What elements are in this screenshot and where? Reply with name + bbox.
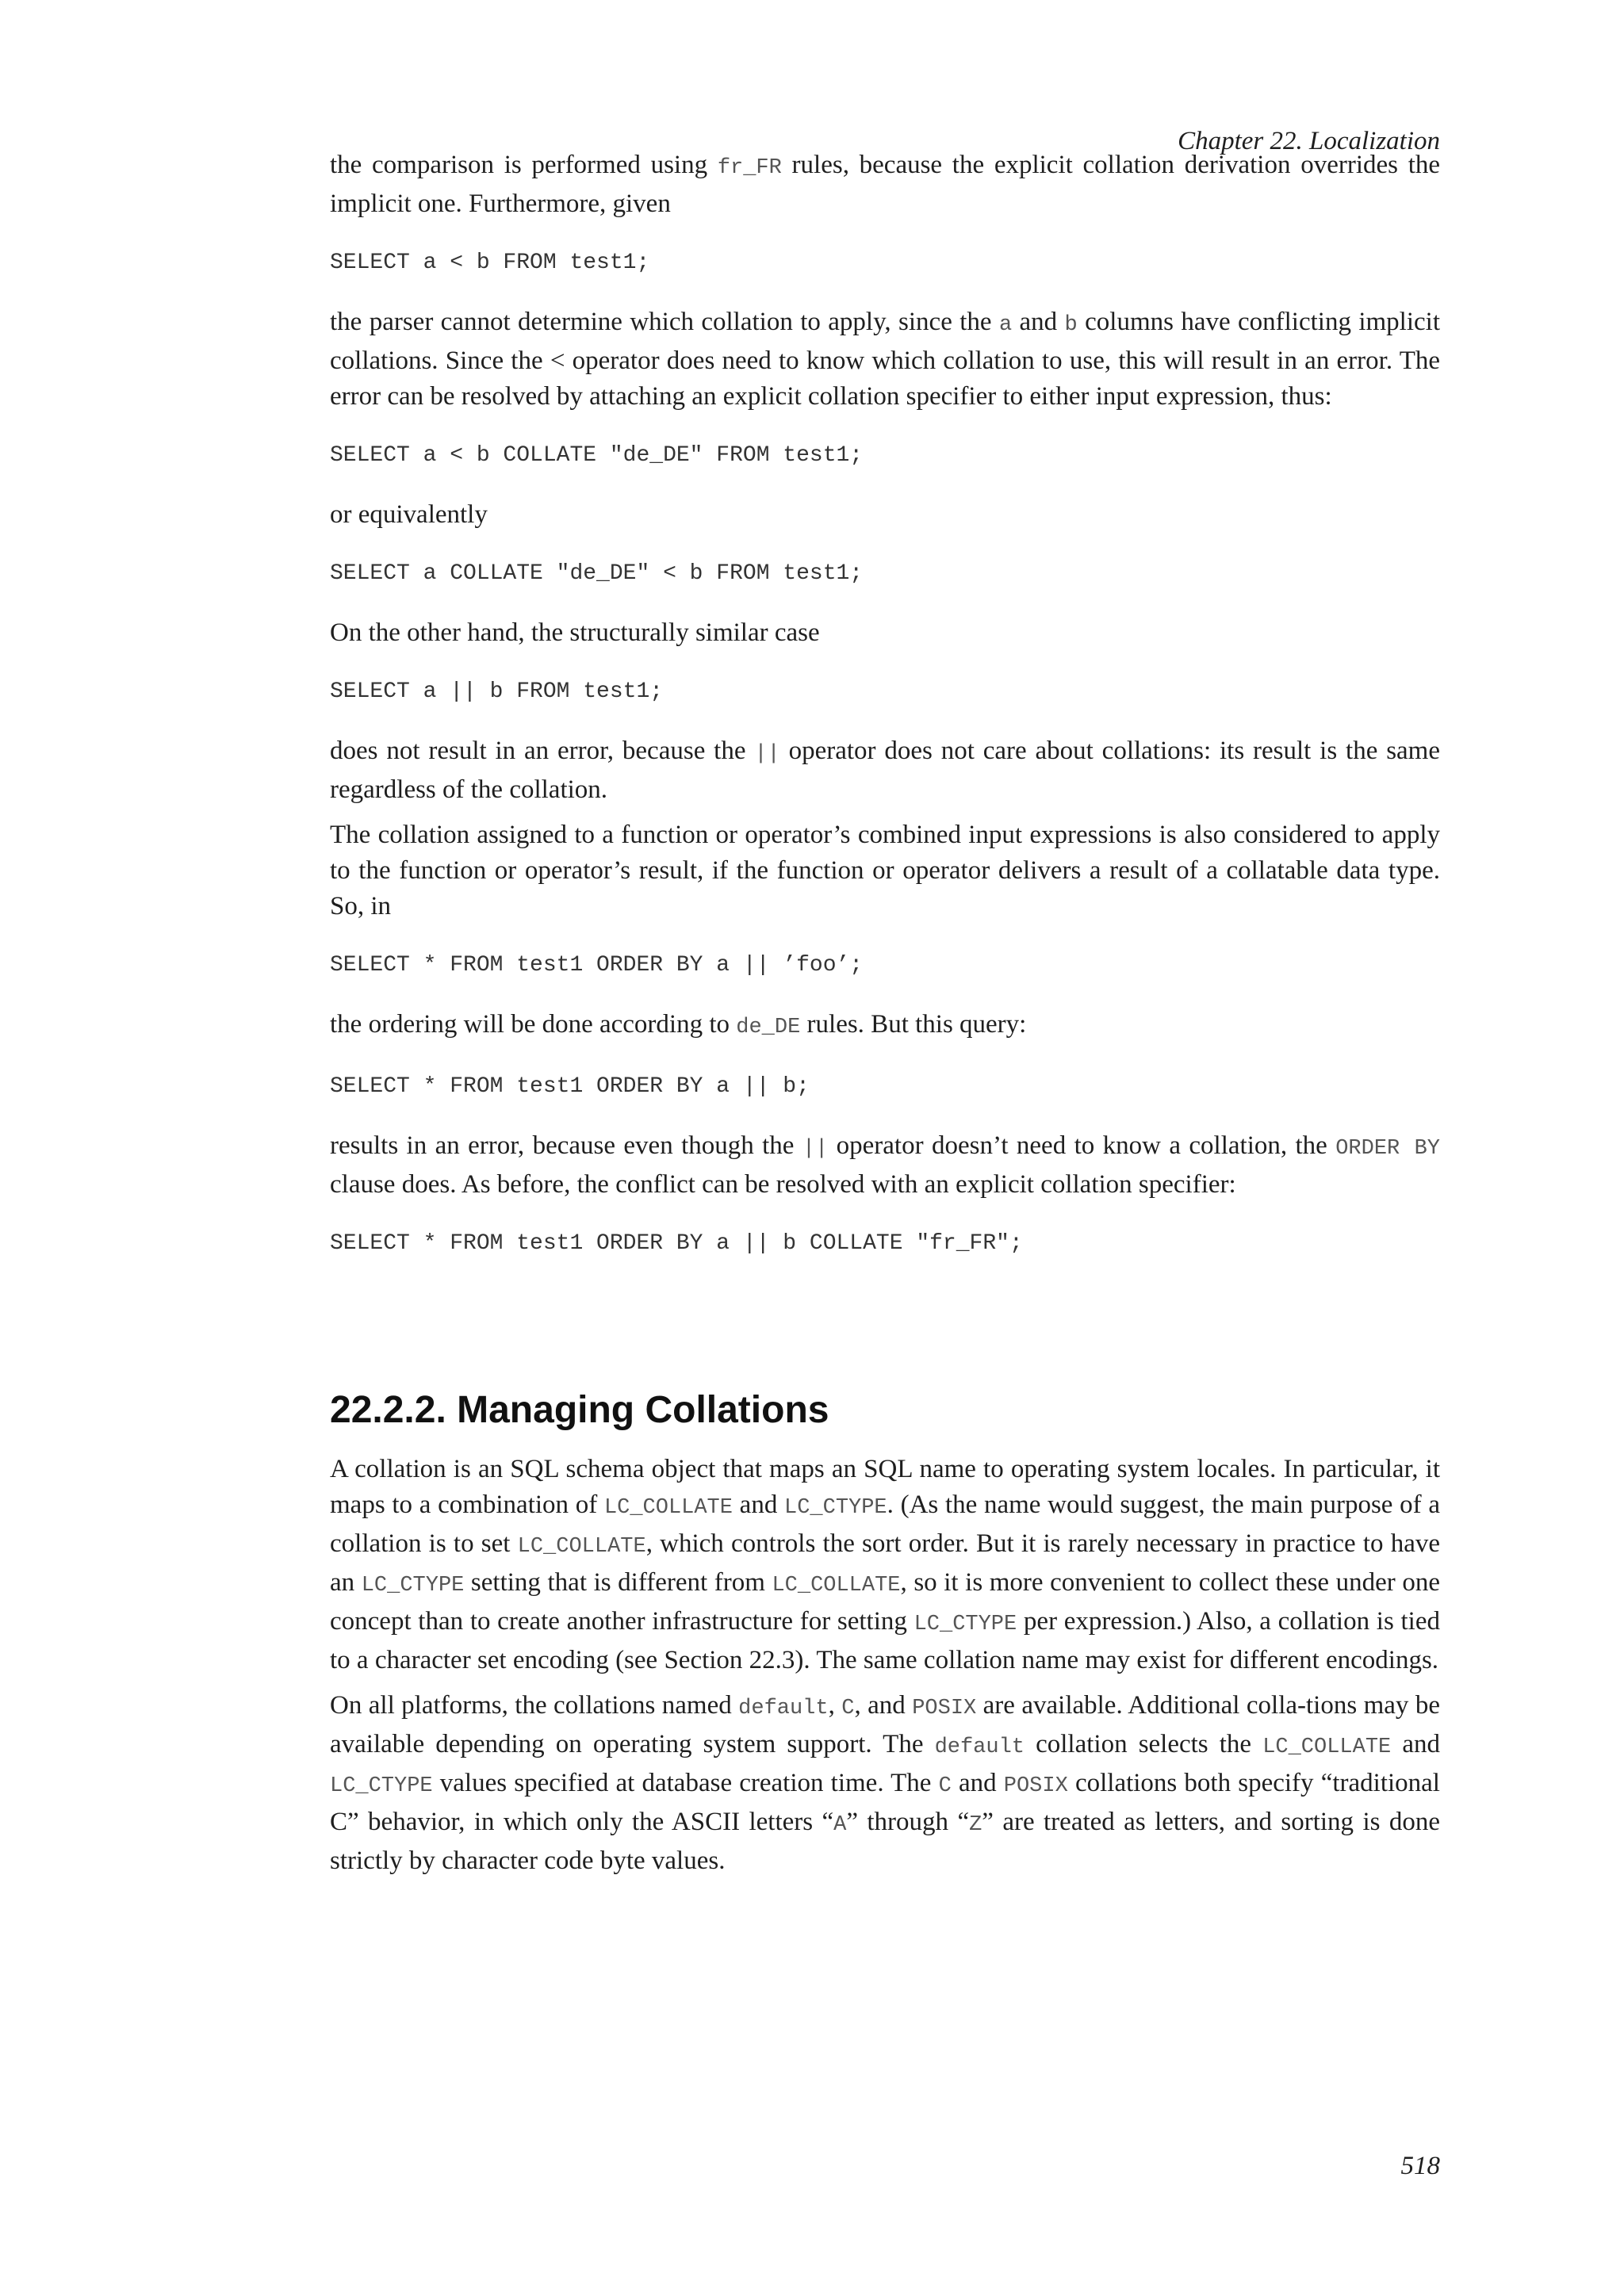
code-block: SELECT * FROM test1 ORDER BY a || b COLLATE "fr_FR"; [330, 1231, 1023, 1256]
inline-code: ORDER BY [1335, 1137, 1440, 1161]
paragraph: does not result in an error, because the || operator does not care about collations: its result is the same regardless of the collation. [330, 737, 1440, 804]
running-header: Chapter 22. Localization [1178, 127, 1440, 155]
inline-code: LC_CTYPE [361, 1574, 465, 1598]
inline-code: || [802, 1137, 829, 1161]
paragraph: or equivalently [330, 500, 488, 529]
paragraph: results in an error, because even though the || operator doesn’t need to know a collation, the ORDER BY clause does. As before, the conflict can be resolved with an explicit collation specifier: [330, 1131, 1440, 1199]
inline-code: C [938, 1774, 952, 1798]
inline-code: LC_CTYPE [784, 1496, 887, 1520]
inline-code: default [738, 1697, 829, 1720]
code-block: SELECT * FROM test1 ORDER BY a || ’foo’; [330, 953, 864, 978]
inline-code: LC_CTYPE [914, 1613, 1017, 1636]
paragraph: On the other hand, the structurally similar case [330, 618, 820, 647]
page-number: 518 [1400, 2152, 1440, 2180]
inline-code: default [934, 1735, 1025, 1759]
code-block: SELECT * FROM test1 ORDER BY a || b; [330, 1074, 810, 1099]
paragraph: On all platforms, the collations named default, C, and POSIX are available. Additional colla-tions may be available depending on operating system support. The default collation selects the LC_COLLATE and LC_CTYPE values specified at database creation time. The C and POSIX collations both specify “traditional C” behavior, in which only the ASCII letters “A” through “Z” are treated as letters, and sorting is done strictly by character code byte values. [330, 1691, 1441, 1875]
code-block: SELECT a || b FROM test1; [330, 679, 664, 704]
inline-code: || [754, 742, 780, 766]
inline-code: LC_CTYPE [330, 1774, 433, 1798]
page-body [330, 119, 1440, 1892]
inline-code: de_DE [736, 1016, 801, 1039]
inline-code: POSIX [1003, 1774, 1068, 1798]
paragraph: the ordering will be done according to de_DE rules. But this query: [330, 1010, 1027, 1039]
code-block: SELECT a COLLATE "de_DE" < b FROM test1; [330, 561, 864, 586]
inline-code: LC_COLLATE [1262, 1735, 1392, 1759]
inline-code: POSIX [912, 1697, 977, 1720]
inline-code: fr_FR [717, 156, 782, 180]
inline-code: A [833, 1813, 847, 1837]
inline-code: LC_COLLATE [603, 1496, 733, 1520]
inline-code: a [998, 313, 1013, 337]
section-heading: 22.2.2. Managing Collations [330, 1389, 829, 1431]
paragraph: the comparison is performed using fr_FR rules, because the explicit collation derivation overrides the implicit one. Furthermore, given [330, 151, 1441, 218]
inline-code: b [1064, 313, 1078, 337]
code-block: SELECT a < b COLLATE "de_DE" FROM test1; [330, 443, 864, 468]
inline-code: LC_COLLATE [517, 1535, 646, 1559]
code-block: SELECT a < b FROM test1; [330, 251, 650, 275]
inline-code: C [841, 1697, 855, 1720]
inline-code: LC_COLLATE [772, 1574, 901, 1598]
paragraph: the parser cannot determine which collation to apply, since the a and b columns have conflicting implicit collations. Since the < operator does need to know which collation to use, this will result in an error. The error can be resolved by attaching an explicit collation specifier to either input expression, thus: [330, 308, 1440, 411]
inline-code: Z [969, 1813, 982, 1837]
paragraph: The collation assigned to a function or operator’s combined input expressions is also considered to apply to the function or operator’s result, if the function or operator delivers a result of a collatable data type. So, in [330, 821, 1440, 920]
paragraph: A collation is an SQL schema object that maps an SQL name to operating system locales. In particular, it maps to a combination of LC_COLLATE and LC_CTYPE. (As the name would suggest, the main purpose of a collation is to set LC_COLLATE, which controls the sort order. But it is rarely necessary in practice to have an LC_CTYPE setting that is different from LC_COLLATE, so it is more convenient to collect these under one concept than to create another infrastructure for setting LC_CTYPE per expression.) Also, a collation is tied to a character set encoding (see Section 22.3). The same collation name may exist for different encodings. [330, 1455, 1440, 1674]
